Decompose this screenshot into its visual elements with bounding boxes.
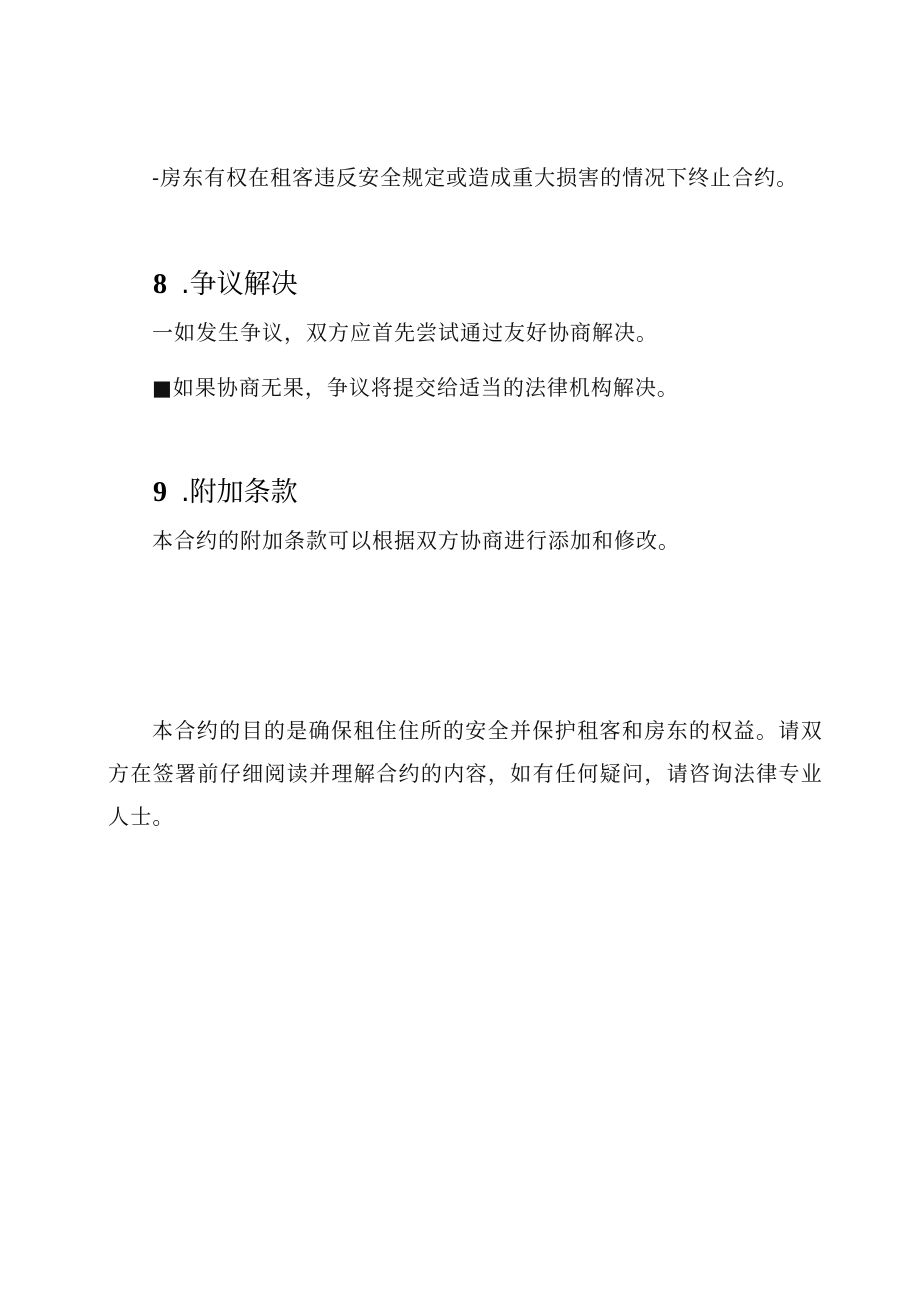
section8-heading <box>153 262 298 301</box>
section8-title: .争议解决 <box>181 269 298 300</box>
conclusion-paragraph: 本合约的目的是确保租住住所的安全并保护租客和房东的权益。请双方在签署前仔细阅读并理解合约的内容，如有任何疑问，请咨询法律专业人士。 <box>108 719 823 829</box>
section8-clause-negotiation: 一如发生争议，双方应首先尝试通过友好协商解决。 <box>152 321 658 345</box>
section9-title: .附加条款 <box>181 477 298 508</box>
section9-body: 本合约的附加条款可以根据双方协商进行添加和修改。 <box>152 529 680 553</box>
section8-number: 8 <box>153 269 167 300</box>
section8-clause-legal: ■如果协商无果，争议将提交给适当的法律机构解决。 <box>152 376 679 400</box>
section7-clause-termination: -房东有权在租客违反安全规定或造成重大损害的情况下终止合约。 <box>152 166 799 190</box>
section9-heading <box>153 470 298 509</box>
section9-number: 9 <box>153 477 167 508</box>
